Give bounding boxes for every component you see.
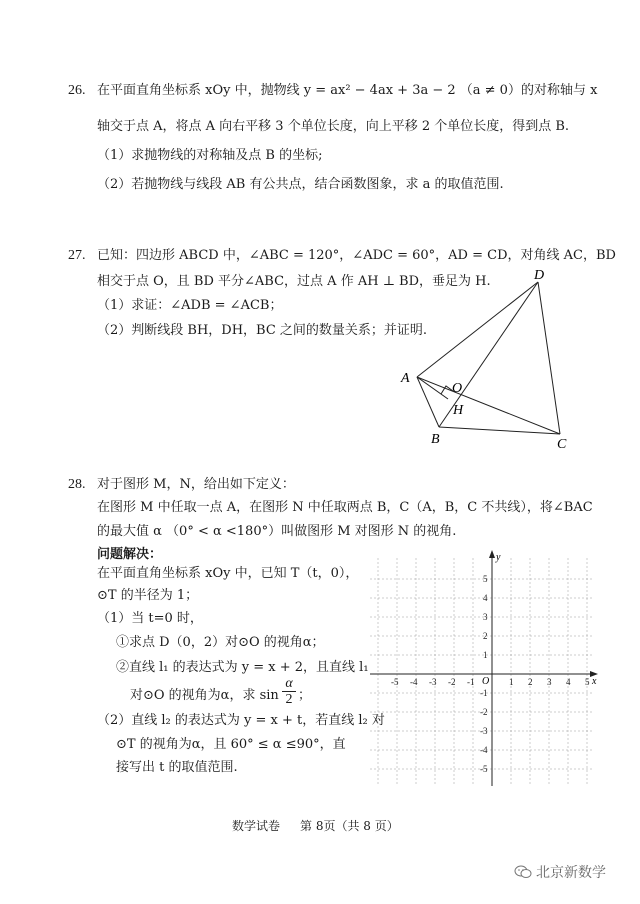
x-tick-label: -5 (391, 677, 399, 687)
y-tick-label: -3 (480, 726, 488, 736)
fraction-denominator: 2 (285, 692, 293, 707)
watermark-text: 北京新数学 (536, 865, 606, 881)
q27-sub-2: （2）判断线段 BH，DH，BC 之间的数量关系；并证明. (97, 323, 428, 338)
q28-heading: 问题解决： (97, 547, 163, 562)
y-tick-label: 5 (483, 574, 488, 584)
q27-sub-1: （1）求证：∠ADB = ∠ACB； (97, 298, 283, 313)
label-h: H (453, 403, 464, 418)
q28-line-12: 接写出 t 的取值范围. (116, 760, 238, 775)
q28-line-8: ②直线 l₁ 的表达式为 y = x + 2，且直线 l₁ (116, 660, 369, 675)
x-tick-label: 2 (528, 677, 533, 687)
q28-line-1: 对于图形 M，N，给出如下定义： (97, 477, 295, 492)
y-tick-label: -4 (480, 745, 488, 755)
x-tick-label: -1 (467, 677, 475, 687)
label-b: B (431, 432, 440, 447)
y-tick-label: 2 (483, 631, 488, 641)
fraction-numerator: α (282, 676, 296, 692)
q28-line-2: 在图形 M 中任取一点 A，在图形 N 中任取两点 B，C（A，B，C 不共线），将∠BAC (97, 500, 593, 515)
q26-number: 26. (68, 83, 86, 98)
y-axis-arrow (489, 550, 495, 558)
x-tick-label: 5 (585, 677, 590, 687)
segment-ad (417, 282, 538, 377)
x-tick-label: 4 (566, 677, 571, 687)
y-tick-label: 1 (483, 650, 488, 660)
quadrilateral-figure (395, 262, 585, 457)
q28-line-9a: 对⊙O 的视角为α，求 sin (130, 688, 279, 703)
q28-line-3: 的最大值 α （0° < α <180°）叫做图形 M 对图形 N 的视角. (97, 524, 457, 539)
q27-line-2: 相交于点 O，且 BD 平分∠ABC，过点 A 作 AH ⊥ BD，垂足为 H. (97, 274, 491, 289)
x-tick-label: 3 (547, 677, 552, 687)
coordinate-grid (368, 548, 608, 788)
q27-number: 27. (68, 248, 86, 263)
q26-line-2: 轴交于点 A，将点 A 向右平移 3 个单位长度，向上平移 2 个单位长度，得到点 B. (97, 119, 570, 134)
label-d: D (534, 268, 545, 283)
x-tick-label: 1 (509, 677, 514, 687)
footer-subject: 数学试卷 (232, 819, 281, 833)
y-axis-label: y (496, 552, 501, 563)
q26-line-1: 在平面直角坐标系 xOy 中，抛物线 y = ax² − 4ax + 3a − 2 （a ≠ 0）的对称轴与 x (97, 83, 598, 98)
q26-sub-2: （2）若抛物线与线段 AB 有公共点，结合函数图象，求 a 的取值范围. (97, 177, 504, 192)
q28-line-9b: ； (298, 688, 312, 703)
segment-dc (538, 282, 560, 434)
y-tick-label: 3 (483, 612, 488, 622)
y-tick-label: -1 (480, 688, 488, 698)
segment-cb (439, 427, 560, 434)
x-tick-label: -3 (429, 677, 437, 687)
label-c: C (557, 437, 567, 452)
wechat-watermark (514, 862, 606, 882)
q28-number: 28. (68, 477, 86, 492)
q28-line-10: （2）直线 l₂ 的表达式为 y = x + t，若直线 l₂ 对 (97, 713, 385, 728)
x-tick-label: -4 (410, 677, 418, 687)
y-tick-label: -5 (480, 764, 488, 774)
q28-line-5: ⊙T 的半径为 1； (97, 588, 199, 603)
q28-line-7: ①求点 D（0，2）对⊙O 的视角α； (116, 635, 325, 650)
label-o: O (452, 381, 463, 396)
wechat-icon (514, 865, 532, 879)
q28-line-4: 在平面直角坐标系 xOy 中，已知 T（t，0）， (97, 566, 359, 581)
x-axis-label: x (592, 676, 597, 687)
q28-line-11: ⊙T 的视角为α，且 60° ≤ α ≤90°，直 (116, 737, 346, 752)
footer-page: 第 8页（共 8 页） (300, 819, 399, 833)
q27-line-1: 已知：四边形 ABCD 中，∠ABC = 120°，∠ADC = 60°，AD = CD，对角线 AC，BD (97, 248, 616, 263)
q26-sub-1: （1）求抛物线的对称轴及点 B 的坐标; (97, 148, 323, 163)
y-tick-label: 4 (483, 593, 488, 603)
q28-line-6: （1）当 t=0 时， (97, 611, 203, 626)
x-tick-label: -2 (448, 677, 456, 687)
y-tick-label: -2 (480, 707, 488, 717)
origin-label: O (482, 676, 490, 687)
sin-half-alpha-fraction (282, 676, 296, 707)
label-a: A (401, 371, 410, 386)
